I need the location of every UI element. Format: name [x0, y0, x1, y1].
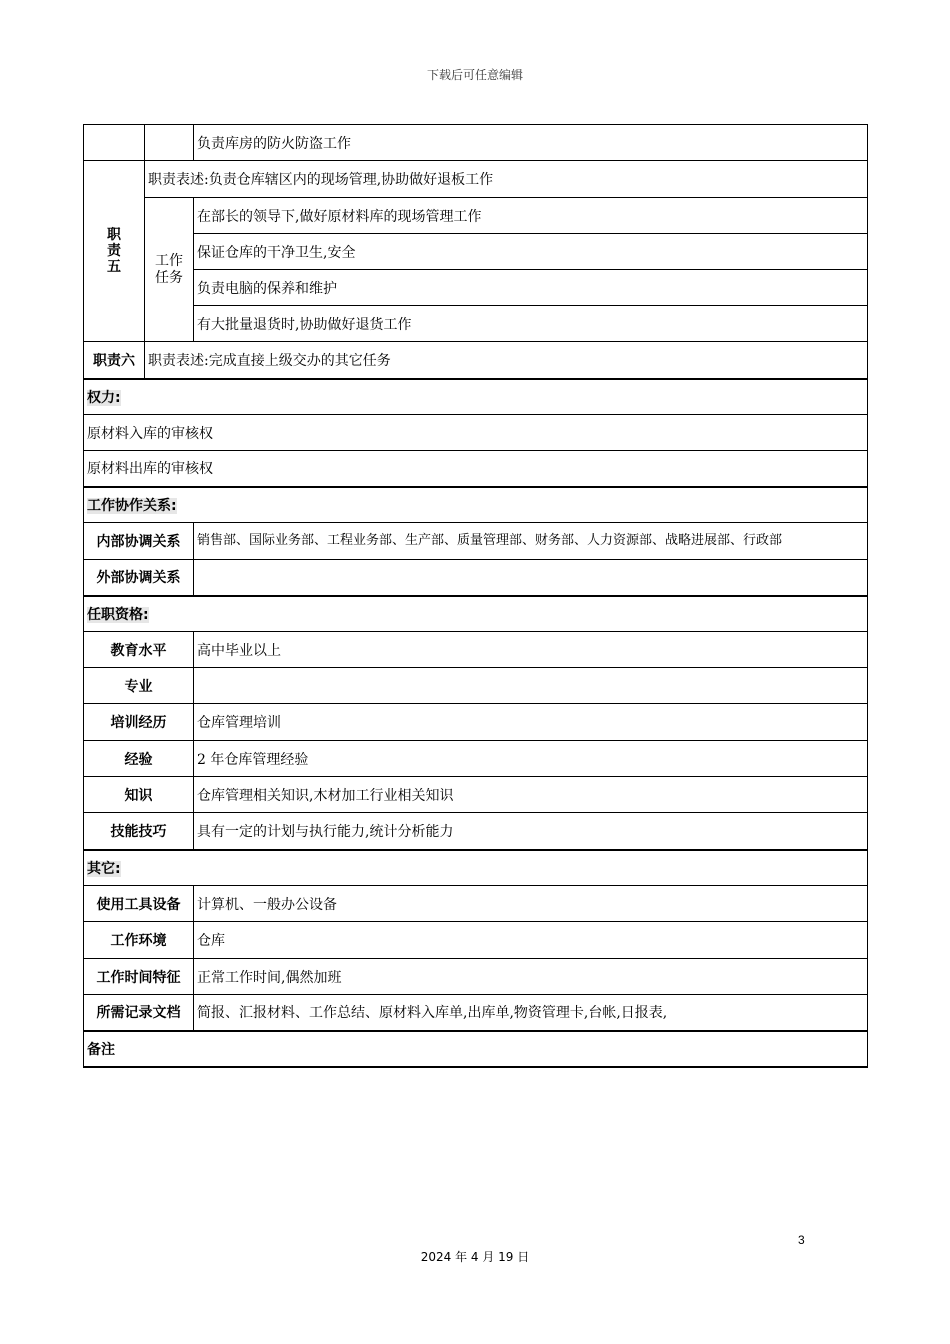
relations-title: 工作协作关系:: [87, 497, 177, 514]
internal-relations-value: 销售部、国际业务部、工程业务部、生产部、质量管理部、财务部、人力资源部、战略进展部、行政部: [194, 523, 868, 560]
other-value: 简报、汇报材料、工作总结、原材料入库单,出库单,物资管理卡,台帐,日报表,: [194, 995, 868, 1031]
other-label: 工作时间特征: [84, 959, 194, 995]
qualification-value: [194, 668, 868, 704]
footer-date: 2024 年 4 月 19 日: [420, 1250, 530, 1264]
duty5-label-text: 职责五: [107, 227, 121, 275]
remarks-label: 备注: [84, 1031, 868, 1067]
qualification-label: 培训经历: [84, 704, 194, 741]
authority-item: 原材料入库的审核权: [84, 415, 868, 451]
header-note: 下载后可任意编辑: [426, 68, 523, 82]
duty5-task-label-text: 工作任务: [155, 252, 183, 286]
other-label: 使用工具设备: [84, 886, 194, 922]
qualification-label: 教育水平: [84, 632, 194, 668]
qualifications-section-title: [84, 596, 868, 632]
duty5-task-label: [145, 198, 194, 342]
other-label: 所需记录文档: [84, 995, 194, 1031]
duty4-task-label-cell: [145, 125, 194, 161]
duty6-label: 职责六: [84, 342, 145, 379]
duty5-task: 负责电脑的保养和维护: [194, 270, 868, 306]
other-label: 工作环境: [84, 922, 194, 959]
relations-section-title: [84, 487, 868, 523]
duty4-task: 负责库房的防火防盗工作: [194, 125, 868, 161]
qualifications-title: 任职资格:: [87, 606, 149, 623]
duty6-desc: 职责表述:完成直接上级交办的其它任务: [145, 342, 868, 379]
qualification-label: 经验: [84, 741, 194, 777]
qualification-label: 技能技巧: [84, 813, 194, 850]
qualification-label: 知识: [84, 777, 194, 813]
qualification-value: 具有一定的计划与执行能力,统计分析能力: [194, 813, 868, 850]
other-title: 其它:: [87, 860, 121, 877]
job-description-table: [83, 124, 868, 1068]
authority-section-title: [84, 379, 868, 415]
qualification-value: 高中毕业以上: [194, 632, 868, 668]
duty4-label-cell: [84, 125, 145, 161]
other-section-title: [84, 850, 868, 886]
authority-title: 权力:: [87, 389, 121, 406]
external-relations-label: 外部协调关系: [84, 560, 194, 596]
qualification-value: 仓库管理培训: [194, 704, 868, 741]
duty5-label: [84, 161, 145, 342]
other-value: 仓库: [194, 922, 868, 959]
internal-relations-label: 内部协调关系: [84, 523, 194, 560]
other-value: 正常工作时间,偶然加班: [194, 959, 868, 995]
duty5-task: 在部长的领导下,做好原材料库的现场管理工作: [194, 198, 868, 234]
qualification-value: 2 年仓库管理经验: [194, 741, 868, 777]
duty5-task: 有大批量退货时,协助做好退货工作: [194, 306, 868, 342]
authority-item: 原材料出库的审核权: [84, 451, 868, 487]
duty5-desc: 职责表述:负责仓库辖区内的现场管理,协助做好退板工作: [145, 161, 868, 198]
duty5-task: 保证仓库的干净卫生,安全: [194, 234, 868, 270]
page-number: 3: [798, 1233, 805, 1247]
qualification-label: 专业: [84, 668, 194, 704]
other-value: 计算机、一般办公设备: [194, 886, 868, 922]
external-relations-value: [194, 560, 868, 596]
qualification-value: 仓库管理相关知识,木材加工行业相关知识: [194, 777, 868, 813]
